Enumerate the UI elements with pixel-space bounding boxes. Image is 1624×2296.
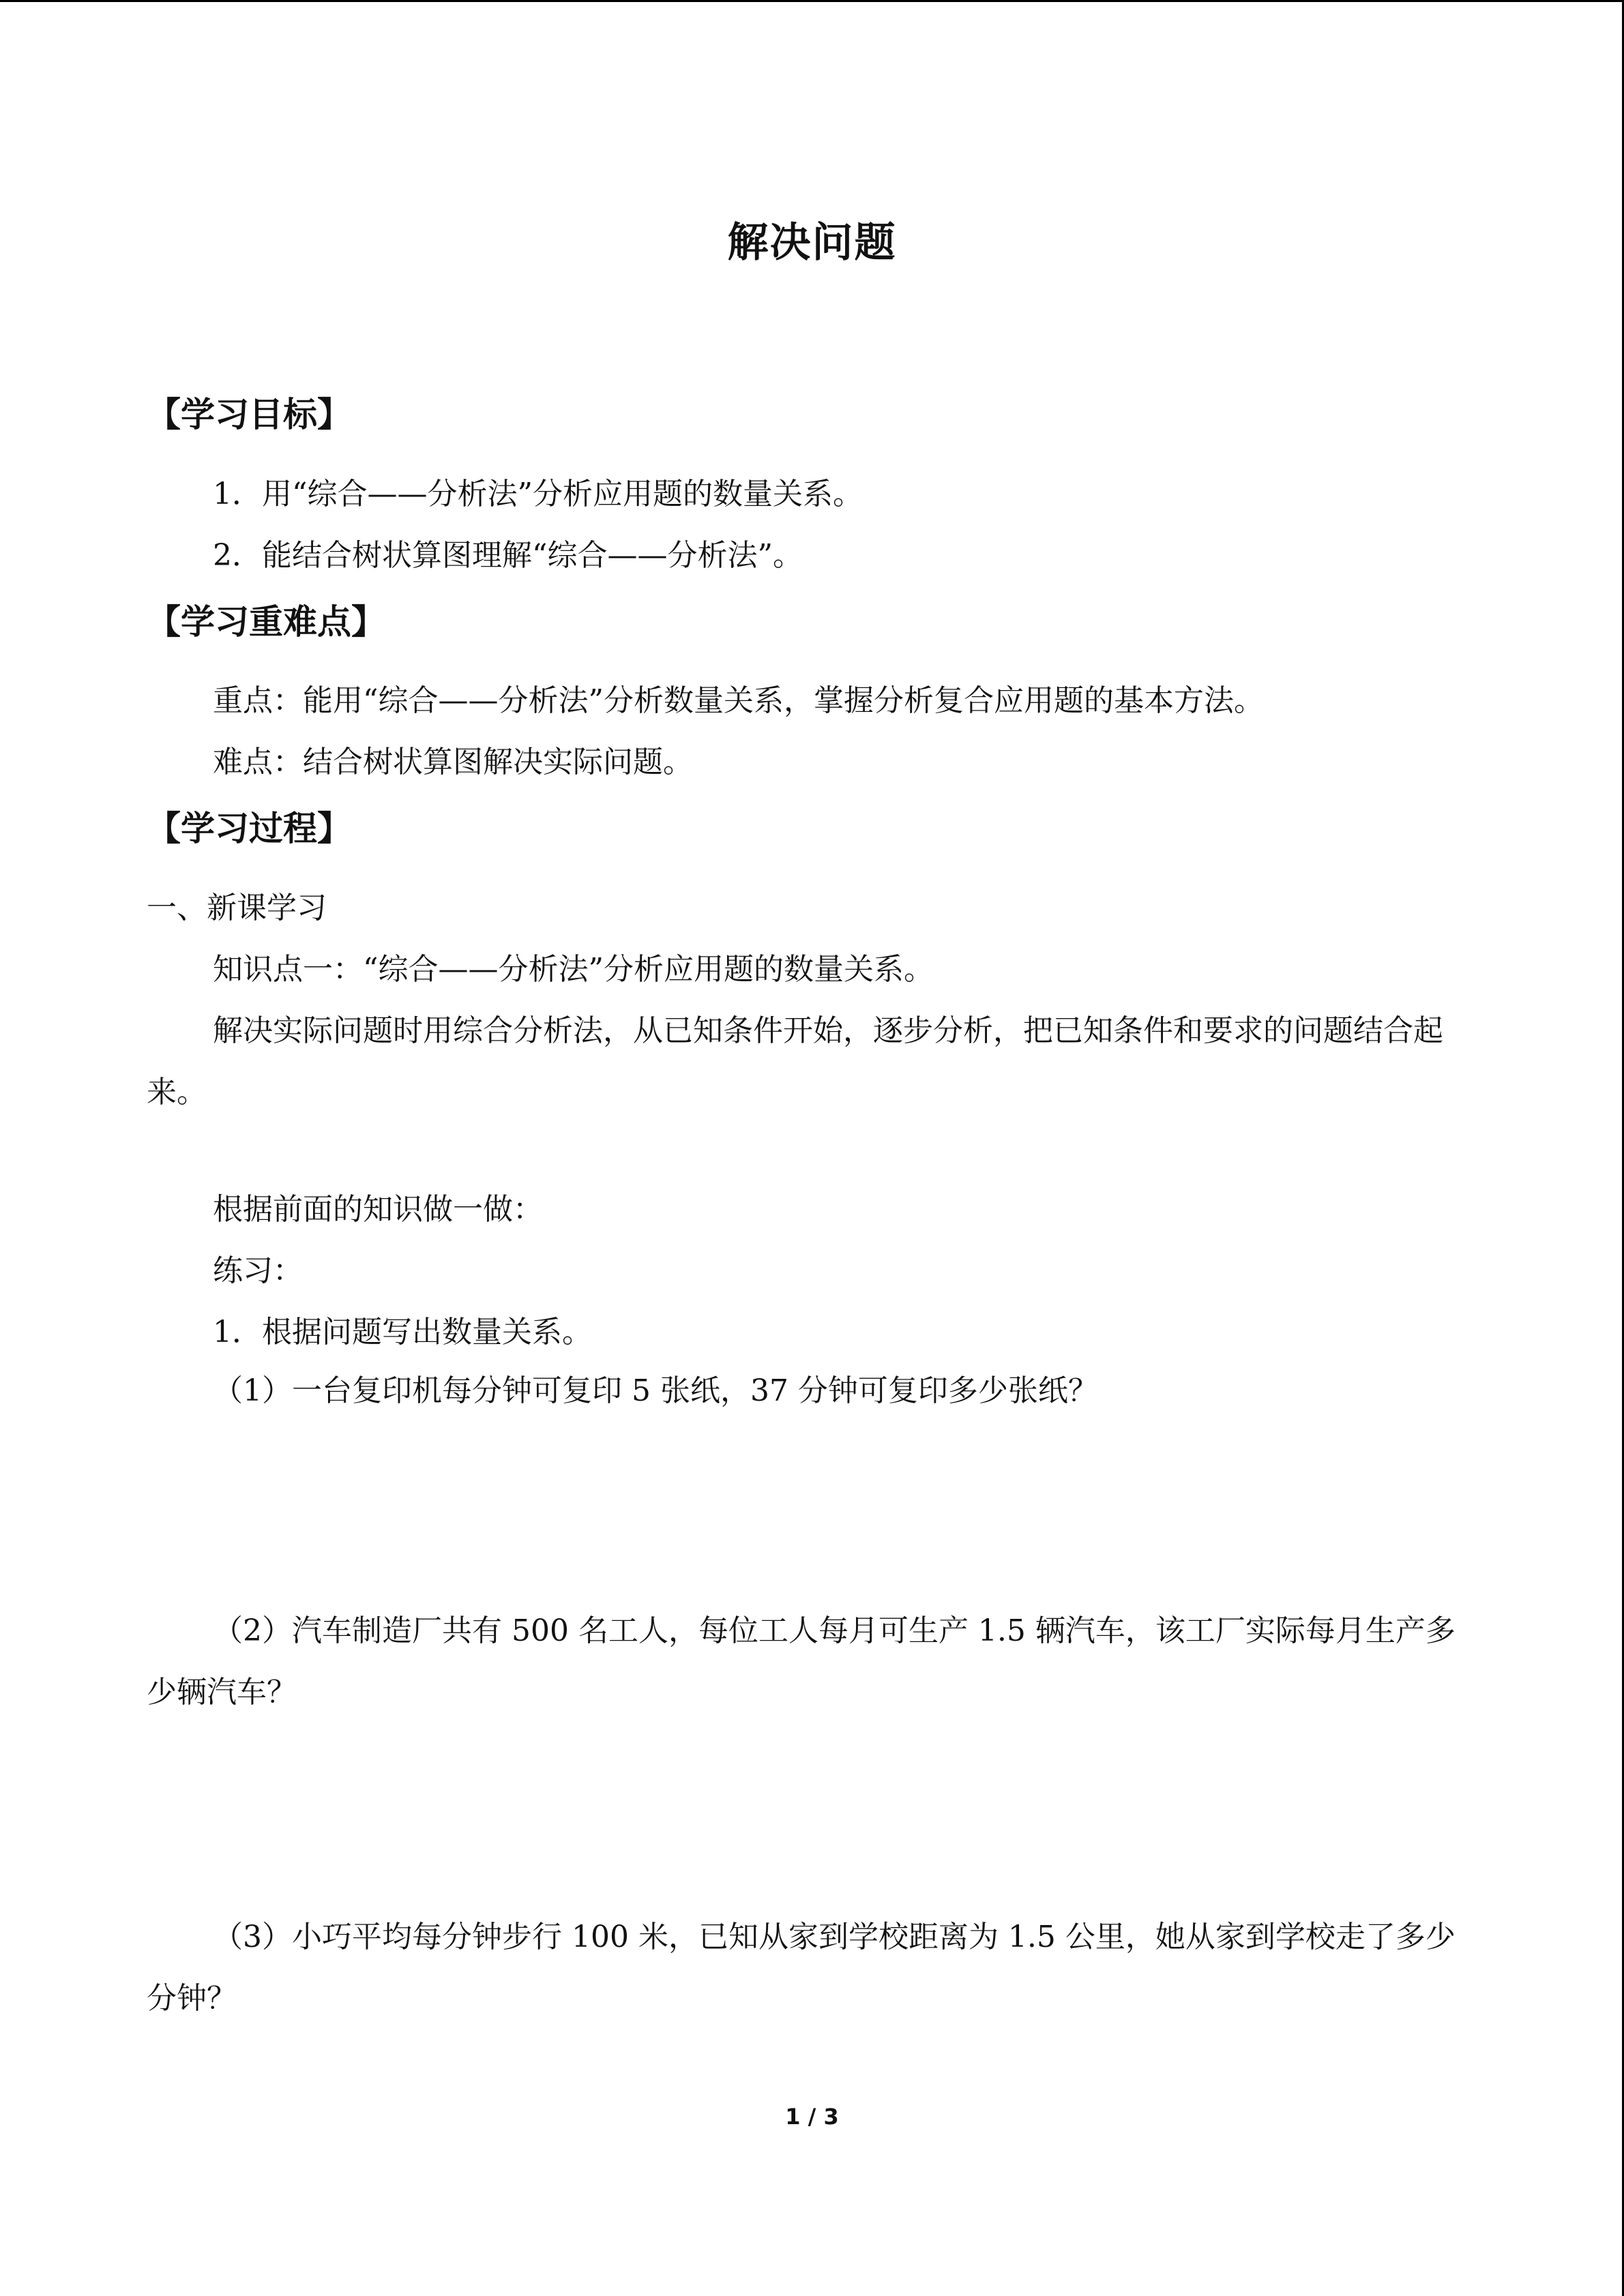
practice-label: 练习：: [213, 1253, 303, 1288]
goal-item-2: 2．能结合树状算图理解“综合——分析法”。: [213, 538, 803, 573]
explanation-paragraph: 解决实际问题时用综合分析法，从已知条件开始，逐步分析，把已知条件和要求的问题结合起来。: [147, 1013, 1443, 1109]
part-heading-new-lesson: 一、新课学习: [147, 891, 327, 925]
section-heading-process: 【学习过程】: [147, 809, 351, 848]
page-number: 1 / 3: [785, 2104, 839, 2130]
difficult-point-item: 难点：结合树状算图解决实际问题。: [213, 745, 693, 779]
document-title: 解决问题: [727, 219, 897, 267]
section-heading-key-points: 【学习重难点】: [147, 602, 385, 642]
goal-item-1: 1．用“综合——分析法”分析应用题的数量关系。: [213, 477, 863, 511]
exercise-1-title: 1．根据问题写出数量关系。: [213, 1315, 592, 1350]
key-point-item: 重点：能用“综合——分析法”分析数量关系，掌握分析复合应用题的基本方法。: [213, 683, 1264, 718]
knowledge-point-1: 知识点一：“综合——分析法”分析应用题的数量关系。: [213, 952, 934, 987]
practice-intro: 根据前面的知识做一做：: [213, 1192, 543, 1227]
page-border-top: [0, 0, 1624, 2]
question-2: （2）汽车制造厂共有 500 名工人，每位工人每月可生产 1.5 辆汽车，该工厂实际每月生产多少辆汽车？: [147, 1613, 1456, 1710]
section-heading-goals: 【学习目标】: [147, 395, 351, 434]
question-1: （1）一台复印机每分钟可复印 5 张纸，37 分钟可复印多少张纸？: [213, 1373, 1098, 1408]
question-3: （3）小巧平均每分钟步行 100 米，已知从家到学校距离为 1.5 公里，她从家到学校走了多少分钟？: [147, 1920, 1456, 2016]
